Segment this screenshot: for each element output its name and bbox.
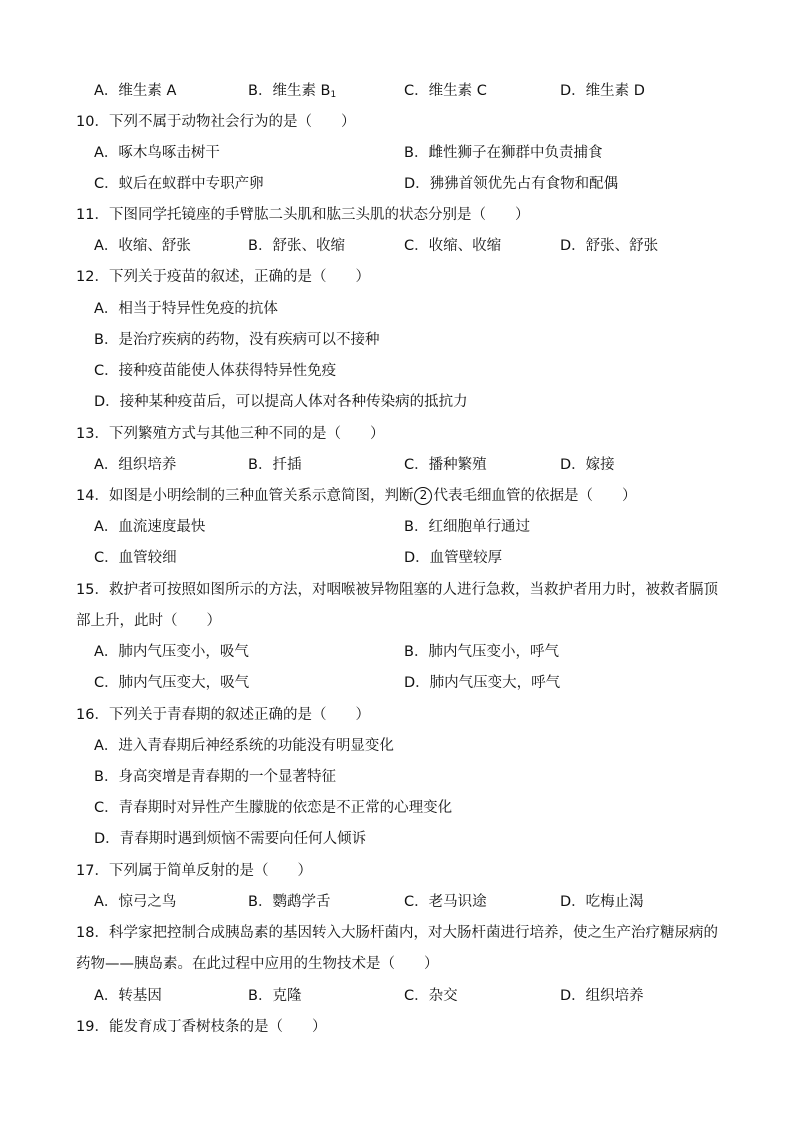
q15-stem-line2 bbox=[0, 610, 793, 632]
q15-option-a: A．肺内气压变小，吸气 bbox=[94, 644, 249, 660]
q11-stem-line bbox=[0, 204, 793, 226]
q17-option-b: B．鹦鹉学舌 bbox=[248, 894, 331, 910]
q14-stem-before: 14．如图是小明绘制的三种血管关系示意简图，判断 bbox=[76, 488, 414, 504]
q12-option-d-line bbox=[0, 391, 793, 413]
q16-option-a-line bbox=[0, 735, 793, 757]
q12-option-b: B．是治疗疾病的药物，没有疾病可以不接种 bbox=[94, 332, 380, 348]
q10-option-c: C．蚁后在蚁群中专职产卵 bbox=[94, 176, 264, 192]
q13-option-b: B．扦插 bbox=[248, 457, 302, 473]
q12-stem-line bbox=[0, 266, 793, 288]
q14-stem bbox=[76, 485, 636, 507]
q18-option-c: C．杂交 bbox=[404, 988, 458, 1004]
q19-stem: 19．能发育成丁香树枝条的是（ ） bbox=[76, 1019, 327, 1035]
q10-option-d: D．狒狒首领优先占有食物和配偶 bbox=[404, 176, 619, 192]
q15-stem-part2: 部上升，此时（ ） bbox=[76, 613, 221, 629]
q13-option-a: A．组织培养 bbox=[94, 457, 177, 473]
q17-options bbox=[0, 891, 793, 913]
q10-options-row1 bbox=[0, 142, 793, 164]
q14-options-row2 bbox=[0, 547, 793, 569]
q18-options bbox=[0, 985, 793, 1007]
q9-option-a: A．维生素 A bbox=[94, 83, 177, 99]
q12-stem: 12．下列关于疫苗的叙述，正确的是（ ） bbox=[76, 269, 370, 285]
q13-option-c: C．播种繁殖 bbox=[404, 457, 487, 473]
q17-option-a: A．惊弓之鸟 bbox=[94, 894, 177, 910]
q16-option-c: C．青春期时对异性产生朦胧的依恋是不正常的心理变化 bbox=[94, 800, 453, 816]
q12-option-b-line bbox=[0, 329, 793, 351]
q19-stem-line bbox=[0, 1016, 793, 1038]
q14-option-c: C．血管较细 bbox=[94, 550, 177, 566]
q11-option-b: B．舒张、收缩 bbox=[248, 238, 345, 254]
q10-option-b: B．雌性狮子在狮群中负责捕食 bbox=[404, 145, 603, 161]
q16-option-d-line bbox=[0, 828, 793, 850]
q9-option-b bbox=[248, 80, 336, 106]
q16-stem-line bbox=[0, 704, 793, 726]
q11-option-a: A．收缩、舒张 bbox=[94, 238, 191, 254]
q18-option-b: B．克隆 bbox=[248, 988, 302, 1004]
q9-option-c: C．维生素 C bbox=[404, 83, 487, 99]
q17-stem: 17．下列属于简单反射的是（ ） bbox=[76, 863, 312, 879]
q9-options bbox=[0, 80, 793, 102]
q11-option-c: C．收缩、收缩 bbox=[404, 238, 502, 254]
q16-option-b-line bbox=[0, 766, 793, 788]
q15-options-row1 bbox=[0, 641, 793, 663]
q9-option-b-subscript: 1 bbox=[330, 90, 337, 100]
q16-option-b: B．身高突增是青春期的一个显著特征 bbox=[94, 769, 336, 785]
q13-stem: 13．下列繁殖方式与其他三种不同的是（ ） bbox=[76, 426, 385, 442]
q15-option-b: B．肺内气压变小，呼气 bbox=[404, 644, 559, 660]
q10-stem-line bbox=[0, 111, 793, 133]
q14-option-a: A．血流速度最快 bbox=[94, 519, 206, 535]
q15-option-d: D．肺内气压变大，呼气 bbox=[404, 675, 561, 691]
q14-options-row1 bbox=[0, 516, 793, 538]
q10-options-row2 bbox=[0, 173, 793, 195]
q13-option-d: D．嫁接 bbox=[560, 457, 615, 473]
q14-stem-line bbox=[0, 485, 793, 507]
q12-option-a: A．相当于特异性免疫的抗体 bbox=[94, 301, 278, 317]
q17-option-c: C．老马识途 bbox=[404, 894, 487, 910]
q14-option-d: D．血管壁较厚 bbox=[404, 550, 503, 566]
q13-stem-line bbox=[0, 423, 793, 445]
q14-option-b: B．红细胞单行通过 bbox=[404, 519, 530, 535]
q16-option-c-line bbox=[0, 797, 793, 819]
q12-option-c-line bbox=[0, 360, 793, 382]
q9-option-b-text: B．维生素 B bbox=[248, 83, 331, 99]
q15-stem-part1: 15．救护者可按照如图所示的方法，对咽喉被异物阻塞的人进行急救，当救护者用力时，被救者膈顶 bbox=[76, 582, 718, 598]
q10-option-a: A．啄木鸟啄击树干 bbox=[94, 145, 220, 161]
q13-options bbox=[0, 454, 793, 476]
q15-options-row2 bbox=[0, 672, 793, 694]
q18-stem-line2 bbox=[0, 953, 793, 975]
q18-stem-part1: 18．科学家把控制合成胰岛素的基因转入大肠杆菌内，对大肠杆菌进行培养，使之生产治疗糖尿病的 bbox=[76, 925, 718, 941]
q12-option-c: C．接种疫苗能使人体获得特异性免疫 bbox=[94, 363, 337, 379]
q18-option-d: D．组织培养 bbox=[560, 988, 644, 1004]
q18-stem-line1 bbox=[0, 922, 793, 944]
q16-option-d: D．青春期时遇到烦恼不需要向任何人倾诉 bbox=[94, 831, 367, 847]
q16-option-a: A．进入青春期后神经系统的功能没有明显变化 bbox=[94, 738, 394, 754]
circled-number-2: 2 bbox=[414, 487, 432, 505]
q9-option-d: D．维生素 D bbox=[560, 83, 645, 99]
q10-stem: 10．下列不属于动物社会行为的是（ ） bbox=[76, 114, 356, 130]
q15-option-c: C．肺内气压变大，吸气 bbox=[94, 675, 250, 691]
q11-stem: 11．下图同学托镜座的手臂肱二头肌和肱三头肌的状态分别是（ ） bbox=[76, 207, 530, 223]
q12-option-d: D．接种某种疫苗后，可以提高人体对各种传染病的抵抗力 bbox=[94, 394, 468, 410]
q15-stem-line1 bbox=[0, 579, 793, 601]
q18-option-a: A．转基因 bbox=[94, 988, 162, 1004]
q11-options bbox=[0, 235, 793, 257]
q11-option-d: D．舒张、舒张 bbox=[560, 238, 659, 254]
q18-stem-part2: 药物——胰岛素。在此过程中应用的生物技术是（ ） bbox=[76, 956, 439, 972]
q17-stem-line bbox=[0, 860, 793, 882]
q16-stem: 16．下列关于青春期的叙述正确的是（ ） bbox=[76, 707, 370, 723]
q14-stem-after: 代表毛细血管的依据是（ ） bbox=[433, 488, 637, 504]
q17-option-d: D．吃梅止渴 bbox=[560, 894, 644, 910]
q12-option-a-line bbox=[0, 298, 793, 320]
